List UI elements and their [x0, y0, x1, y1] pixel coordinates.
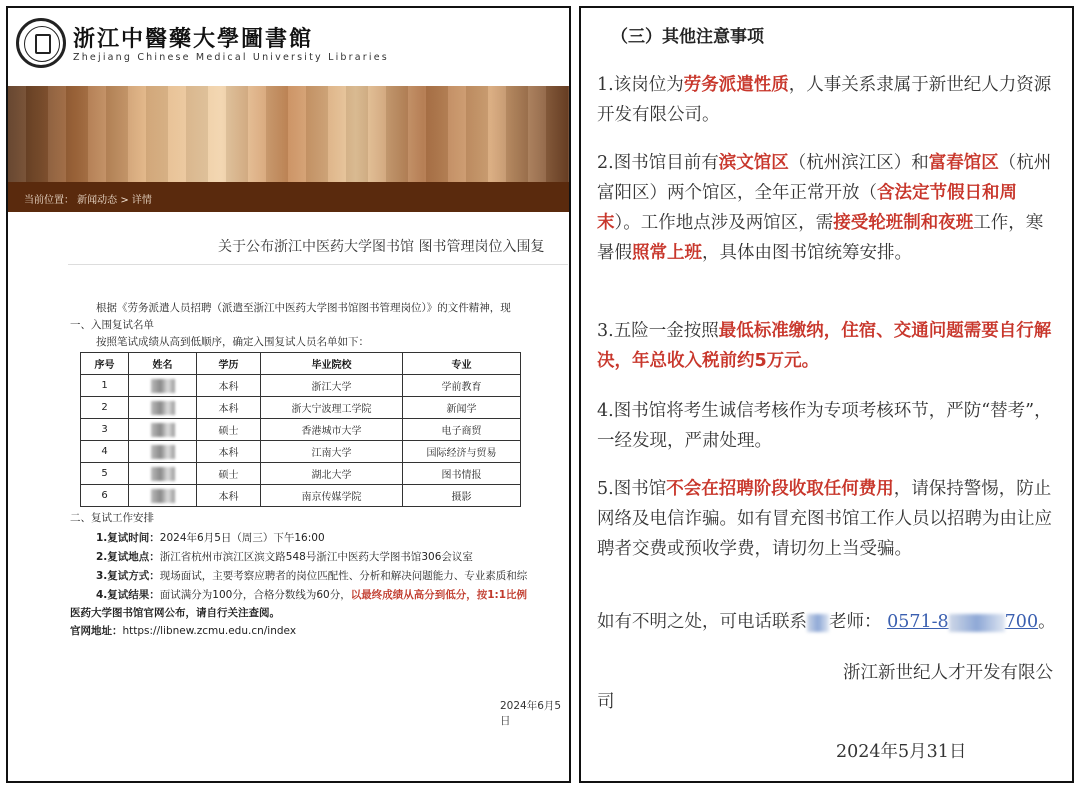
- table-cell: 新闻学: [403, 397, 521, 419]
- text-span: ，人事关系隶属于新世纪人力资源开发有限公司。: [597, 75, 1052, 125]
- contact-line: [597, 608, 1067, 633]
- table-cell: 4: [81, 441, 129, 463]
- table-row: [81, 485, 521, 507]
- text-span: 3.五险一金按照: [597, 321, 719, 341]
- text-span: ，具体由图书馆统筹安排。: [702, 243, 912, 263]
- column-header: 序号: [81, 353, 129, 375]
- left-screenshot-panel: [6, 6, 571, 783]
- table-row: [81, 397, 521, 419]
- title-divider: [68, 264, 568, 265]
- breadcrumb[interactable]: 当前位置： 新闻动态 > 详情: [24, 195, 152, 206]
- item-text: 浙江省杭州市滨江区滨文路548号浙江中医药大学图书馆306会议室: [159, 551, 473, 563]
- column-header: 姓名: [129, 353, 197, 375]
- section-description: 按照笔试成绩从高到低顺序，确定入围复试人员名单如下：: [96, 336, 369, 348]
- notice-date: 2024年6月5日: [500, 700, 562, 727]
- redacted-name: [129, 485, 197, 507]
- table-cell: 本科: [197, 397, 261, 419]
- library-name-en: Zhejiang Chinese Medical University Libraries: [73, 52, 389, 63]
- table-cell: 国际经济与贸易: [403, 441, 521, 463]
- table-cell: 硕士: [197, 419, 261, 441]
- item-continuation: 医药大学图书馆官网公布，请自行关注查阅。: [70, 607, 280, 619]
- table-cell: 湖北大学: [261, 463, 403, 485]
- redaction-mask: [807, 614, 829, 632]
- highlight-text: 劳务派遣性质: [683, 75, 789, 95]
- company-signature-tail: 司: [597, 692, 615, 712]
- website-link[interactable]: https://libnew.zcmu.edu.cn/index: [122, 625, 297, 637]
- redacted-name: [129, 441, 197, 463]
- header-banner-image: [8, 86, 569, 182]
- notice-item-5: [597, 474, 1055, 564]
- table-row: [81, 375, 521, 397]
- item-text: 2024年6月5日（周三）下午16:00: [159, 532, 325, 544]
- table-cell: 图书情报: [403, 463, 521, 485]
- highlight-text: 含法定节假日和周末: [597, 183, 1017, 233]
- redacted-name: [129, 375, 197, 397]
- table-cell: 浙江大学: [261, 375, 403, 397]
- redacted-name: [129, 463, 197, 485]
- text-span: 5.图书馆: [597, 479, 667, 499]
- phone-number[interactable]: [887, 612, 1038, 632]
- table-cell: 硕士: [197, 463, 261, 485]
- table-row: [81, 419, 521, 441]
- table-cell: 学前教育: [403, 375, 521, 397]
- item-highlight: 以最终成绩从高分到低分，按1:1比例: [350, 589, 528, 601]
- text-span: ）。工作地点涉及两馆区，需: [614, 213, 834, 233]
- library-name-cn: 浙江中醫藥大學圖書館: [73, 26, 314, 52]
- highlight-text: 不会在招聘阶段收取任何费用: [666, 479, 894, 499]
- notice-item-1: [597, 70, 1055, 130]
- table-cell: 浙大宁波理工学院: [261, 397, 403, 419]
- company-signature: 浙江新世纪人才开发有限公: [843, 663, 1053, 683]
- item-text: 面试满分为100分，合格分数线为60分，: [159, 589, 351, 601]
- table-header-row: [81, 353, 521, 375]
- redaction-mask: [949, 614, 1005, 632]
- table-cell: 电子商贸: [403, 419, 521, 441]
- table-cell: 江南大学: [261, 441, 403, 463]
- table-cell: 本科: [197, 375, 261, 397]
- contact-text: 如有不明之处，可电话联系: [597, 612, 807, 632]
- section-heading: 二、复试工作安排: [70, 512, 154, 524]
- table-cell: 3: [81, 419, 129, 441]
- notice-item-3: [597, 316, 1055, 376]
- arrangement-item: [96, 568, 527, 583]
- column-header: 学历: [197, 353, 261, 375]
- signature-date: 2024年5月31日: [836, 742, 967, 762]
- contact-text: 。: [1038, 612, 1056, 632]
- section-heading: 一、入围复试名单: [70, 319, 154, 331]
- redacted-name: [129, 397, 197, 419]
- table-cell: 本科: [197, 441, 261, 463]
- item-text: 现场面试，主要考察应聘者的岗位匹配性、分析和解决问题能力、专业素质和综: [159, 570, 528, 582]
- table-cell: 本科: [197, 485, 261, 507]
- table-cell: 5: [81, 463, 129, 485]
- column-header: 专业: [403, 353, 521, 375]
- contact-text: 老师：: [829, 612, 882, 632]
- table-cell: 1: [81, 375, 129, 397]
- right-screenshot-panel: [579, 6, 1074, 783]
- table-row: [81, 441, 521, 463]
- table-cell: 香港城市大学: [261, 419, 403, 441]
- notice-item-4: 4.图书馆将考生诚信考核作为专项考核环节，严防“替考”，一经发现，严肃处理。: [597, 401, 1052, 451]
- arrangement-item: [96, 587, 527, 602]
- arrangement-item: [96, 530, 325, 545]
- candidate-table: [80, 352, 521, 507]
- text-span: 工作，寒暑假: [597, 213, 1044, 263]
- table-cell: 摄影: [403, 485, 521, 507]
- highlight-text: 滨文馆区: [718, 153, 789, 173]
- text-span: （杭州富阳区）两个馆区，全年正常开放（: [597, 153, 1052, 203]
- item-label: 1.复试时间：: [96, 532, 160, 544]
- phone-part: 700: [1004, 612, 1039, 632]
- university-seal-icon: [16, 18, 66, 68]
- table-cell: 6: [81, 485, 129, 507]
- item-label: 3.复试方式：: [96, 570, 160, 582]
- table-row: [81, 463, 521, 485]
- redacted-name: [129, 419, 197, 441]
- item-label: 4.复试结果：: [96, 589, 160, 601]
- intro-text: 根据《劳务派遣人员招聘（派遣至浙江中医药大学图书馆图书管理岗位）》的文件精神，现: [96, 302, 511, 314]
- item-label: 2.复试地点：: [96, 551, 160, 563]
- column-header: 毕业院校: [261, 353, 403, 375]
- phone-part: 0571-8: [887, 612, 949, 632]
- text-span: 1.该岗位为: [597, 75, 684, 95]
- arrangement-item: [96, 549, 473, 564]
- website-label: 官网地址：: [70, 625, 123, 637]
- section-title: （三）其他注意事项: [611, 27, 764, 47]
- highlight-text: 最低标准缴纳，住宿、交通问题需要自行解决，年总收入税前约5万元。: [597, 321, 1052, 371]
- text-span: ，请保持警惕，防止网络及电信诈骗。如有冒充图书馆工作人员以招聘为由让应聘者交费或预收学费，请切勿上当受骗。: [597, 479, 1052, 559]
- highlight-text: 富春馆区: [928, 153, 999, 173]
- breadcrumb-bar: [8, 182, 569, 212]
- table-cell: 南京传媒学院: [261, 485, 403, 507]
- text-span: （杭州滨江区）和: [788, 153, 929, 173]
- website-line: [70, 623, 296, 638]
- notice-item-2: [597, 148, 1055, 268]
- table-cell: 2: [81, 397, 129, 419]
- highlight-text: 照常上班: [632, 243, 702, 263]
- highlight-text: 接受轮班制和夜班: [833, 213, 974, 233]
- library-header: [8, 8, 569, 86]
- text-span: 2.图书馆目前有: [597, 153, 719, 173]
- notice-title: 关于公布浙江中医药大学图书馆 图书管理岗位入围复: [218, 239, 545, 255]
